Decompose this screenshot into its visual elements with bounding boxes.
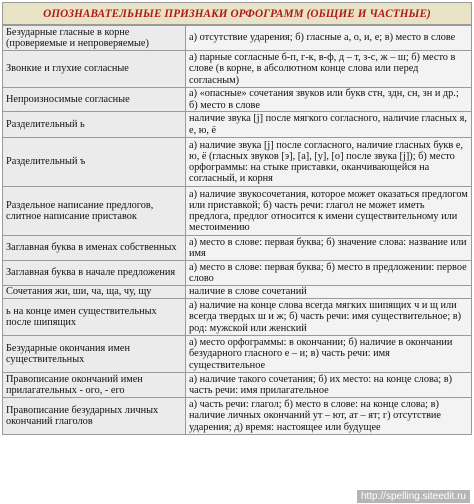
- row-criteria: наличие в слове сочетаний: [186, 286, 472, 299]
- row-label: Правописание окончаний имен прилагательных - ого, - его: [3, 373, 186, 398]
- table-row: [3, 138, 472, 187]
- row-label: ь на конце имен существительных после шипящих: [3, 299, 186, 336]
- row-criteria: а) наличие на конце слова всегда мягких шипящих ч и щ или всегда твердых ш и ж; б) часть речи: имя существительное; в) род: мужской или женский: [186, 299, 472, 336]
- row-label: Непроизносимые согласные: [3, 88, 186, 112]
- table-title: ОПОЗНАВАТЕЛЬНЫЕ ПРИЗНАКИ ОРФОГРАММ (ОБЩИЕ И ЧАСТНЫЕ): [2, 2, 472, 25]
- row-label: Заглавная буква в начале предложения: [3, 261, 186, 286]
- row-criteria: а) место орфограммы: в окончании; б) наличие в окончании безударного гласного е – и; в) часть речи: имя существительное: [186, 336, 472, 373]
- table-row: [3, 336, 472, 373]
- table-row: [3, 373, 472, 398]
- row-label: Звонкие и глухие согласные: [3, 51, 186, 88]
- table-row: [3, 26, 472, 51]
- spelling-table: [2, 25, 472, 435]
- table-row: [3, 88, 472, 112]
- table-row: [3, 236, 472, 261]
- row-criteria: а) место в слове: первая буква; б) значение слова: название или имя: [186, 236, 472, 261]
- row-criteria: а) наличие такого сочетания; б) их место: на конце слова; в) часть речи: имя прилагательное: [186, 373, 472, 398]
- table-row: [3, 51, 472, 88]
- row-label: Раздельное написание предлогов, слитное написание приставок: [3, 187, 186, 236]
- row-criteria: а) часть речи: глагол; б) место в слове: на конце слова; в) наличие личных окончаний ут – ют, ат – ят; г) отсутствие ударения; д) время: настоящее или будущее: [186, 398, 472, 435]
- table-row: [3, 112, 472, 138]
- table-row: [3, 187, 472, 236]
- site-watermark: http://spelling.siteedit.ru: [357, 490, 470, 503]
- table-row: [3, 398, 472, 435]
- row-criteria: а) наличие звука [j] после согласного, наличие гласных букв е, ю, ё (гласных звуков [э], [а], [у], [о] после звука [j]); б) место орфограммы: на стыке приставки, оканчивающейся на согласный, и корня: [186, 138, 472, 187]
- row-label: Правописание безударных личных окончаний глаголов: [3, 398, 186, 435]
- row-criteria: наличие звука [j] после мягкого согласного, наличие гласных я, е, ю, ё: [186, 112, 472, 138]
- row-label: Разделительный ь: [3, 112, 186, 138]
- row-criteria: а) парные согласные б-п, г-к, в-ф, д – т, з-с, ж – ш; б) место в слове (в корне, в абсолютном конце слова или перед согласным): [186, 51, 472, 88]
- row-criteria: а) «опасные» сочетания звуков или букв стн, здн, сн, зн и др.; б) место в слове: [186, 88, 472, 112]
- spelling-table-container: [2, 2, 472, 435]
- row-label: Разделительный ъ: [3, 138, 186, 187]
- row-criteria: а) наличие звукосочетания, которое может оказаться предлогом или приставкой; б) часть речи: глагол не может иметь предлога, предлог относится к имени существительному или местоимению: [186, 187, 472, 236]
- table-row: [3, 299, 472, 336]
- row-label: Безударные окончания имен существительных: [3, 336, 186, 373]
- row-criteria: а) место в слове: первая буква; б) место в предложении: первое слово: [186, 261, 472, 286]
- row-criteria: а) отсутствие ударения; б) гласные а, о, и, е; в) место в слове: [186, 26, 472, 51]
- table-row: [3, 261, 472, 286]
- table-row: [3, 286, 472, 299]
- row-label: Сочетания жи, ши, ча, ща, чу, щу: [3, 286, 186, 299]
- row-label: Заглавная буква в именах собственных: [3, 236, 186, 261]
- row-label: Безударные гласные в корне (проверяемые и непроверяемые): [3, 26, 186, 51]
